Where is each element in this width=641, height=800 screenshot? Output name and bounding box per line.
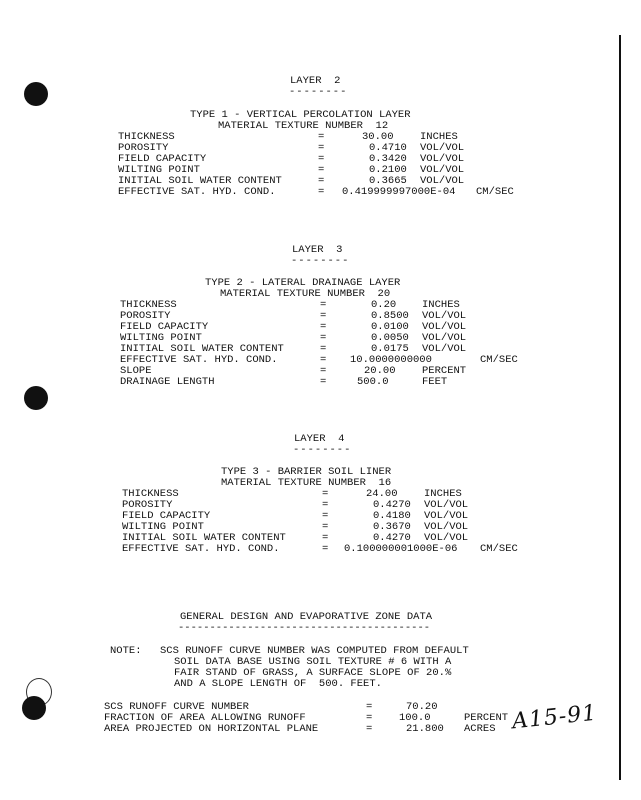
row-equals: = (318, 164, 325, 176)
row-value: 0.4270 (373, 499, 411, 511)
row-equals: = (366, 712, 373, 724)
row-value: 0.20 (371, 299, 397, 311)
row-unit: INCHES (420, 131, 458, 143)
row-equals: = (318, 175, 325, 187)
layer3-material: MATERIAL TEXTURE NUMBER 20 (220, 288, 391, 300)
row-label: SLOPE (120, 365, 152, 377)
row-equals: = (366, 701, 373, 713)
layer3-type: TYPE 2 - LATERAL DRAINAGE LAYER (205, 277, 401, 289)
row-unit: INCHES (424, 488, 462, 500)
row-label: POROSITY (120, 310, 171, 322)
row-value: 0.4180 (373, 510, 411, 522)
layer4-heading-underline: -------- (293, 444, 352, 456)
layer4-material: MATERIAL TEXTURE NUMBER 16 (221, 477, 392, 489)
row-value: 0.419999997000E-04 (342, 186, 456, 198)
row-equals: = (322, 499, 329, 511)
row-value: 20.00 (364, 365, 396, 377)
row-label: SCS RUNOFF CURVE NUMBER (104, 701, 249, 713)
row-equals: = (322, 532, 329, 544)
row-value: 0.3420 (369, 153, 407, 165)
row-equals: = (366, 723, 373, 735)
row-label: EFFECTIVE SAT. HYD. COND. (120, 354, 278, 366)
layer4-heading: LAYER 4 (294, 433, 345, 445)
row-label: AREA PROJECTED ON HORIZONTAL PLANE (104, 723, 319, 735)
row-value: 500.0 (357, 376, 389, 388)
row-unit: VOL/VOL (422, 332, 467, 344)
row-value: 0.2100 (369, 164, 407, 176)
row-unit: VOL/VOL (420, 153, 465, 165)
row-equals: = (320, 343, 327, 355)
row-label: EFFECTIVE SAT. HYD. COND. (118, 186, 276, 198)
row-equals: = (320, 376, 327, 388)
row-label: THICKNESS (118, 131, 175, 143)
row-unit: VOL/VOL (424, 499, 469, 511)
row-unit: FEET (422, 376, 448, 388)
row-value: 21.800 (406, 723, 444, 735)
layer2-material: MATERIAL TEXTURE NUMBER 12 (218, 120, 389, 132)
row-label: POROSITY (118, 142, 169, 154)
row-equals: = (320, 299, 327, 311)
row-value: 0.4270 (373, 532, 411, 544)
row-unit: VOL/VOL (424, 521, 469, 533)
row-equals: = (318, 153, 325, 165)
handwritten-page-mark: A15-91 (510, 700, 599, 735)
row-equals: = (320, 332, 327, 344)
row-label: WILTING POINT (122, 521, 204, 533)
punch-hole-middle (24, 386, 48, 410)
punch-hole-top (24, 82, 48, 106)
row-label: INITIAL SOIL WATER CONTENT (122, 532, 286, 544)
row-equals: = (320, 354, 327, 366)
layer3-heading-underline: -------- (291, 255, 350, 267)
row-equals: = (322, 521, 329, 533)
row-equals: = (320, 365, 327, 377)
row-value: 70.20 (406, 701, 438, 713)
row-equals: = (322, 510, 329, 522)
row-unit: VOL/VOL (424, 532, 469, 544)
row-label: INITIAL SOIL WATER CONTENT (120, 343, 284, 355)
row-value: 100.0 (399, 712, 431, 724)
row-unit: CM/SEC (476, 186, 514, 198)
row-value: 0.4710 (369, 142, 407, 154)
row-label: EFFECTIVE SAT. HYD. COND. (122, 543, 280, 555)
row-equals: = (322, 488, 329, 500)
general-heading: GENERAL DESIGN AND EVAPORATIVE ZONE DATA (180, 611, 433, 623)
row-equals: = (320, 310, 327, 322)
row-equals: = (320, 321, 327, 333)
row-value: 10.0000000000 (350, 354, 432, 366)
row-label: DRAINAGE LENGTH (120, 376, 215, 388)
row-value: 0.100000001000E-06 (344, 543, 458, 555)
row-label: FRACTION OF AREA ALLOWING RUNOFF (104, 712, 306, 724)
row-unit: VOL/VOL (422, 343, 467, 355)
row-label: FIELD CAPACITY (120, 321, 209, 333)
general-heading-underline: ---------------------------------------- (178, 622, 431, 634)
row-equals: = (318, 142, 325, 154)
table-row (0, 377, 641, 389)
layer2-heading-underline: -------- (289, 86, 348, 98)
row-label: FIELD CAPACITY (118, 153, 207, 165)
row-unit: PERCENT (422, 365, 467, 377)
table-row (0, 187, 641, 199)
row-label: FIELD CAPACITY (122, 510, 211, 522)
row-label: POROSITY (122, 499, 173, 511)
row-label: WILTING POINT (118, 164, 200, 176)
row-unit: VOL/VOL (420, 164, 465, 176)
row-unit: VOL/VOL (424, 510, 469, 522)
note-line: FAIR STAND OF GRASS, A SURFACE SLOPE OF 20.% (174, 667, 452, 679)
layer2-type: TYPE 1 - VERTICAL PERCOLATION LAYER (190, 109, 411, 121)
row-unit: VOL/VOL (420, 142, 465, 154)
row-value: 0.3665 (369, 175, 407, 187)
row-equals: = (322, 543, 329, 555)
row-unit: VOL/VOL (422, 321, 467, 333)
row-value: 0.0100 (371, 321, 409, 333)
row-label: INITIAL SOIL WATER CONTENT (118, 175, 282, 187)
row-value: 0.8500 (371, 310, 409, 322)
row-equals: = (318, 186, 325, 198)
row-value: 0.0175 (371, 343, 409, 355)
row-equals: = (318, 131, 325, 143)
row-value: 30.00 (362, 131, 394, 143)
layer4-type: TYPE 3 - BARRIER SOIL LINER (221, 466, 392, 478)
note-line: AND A SLOPE LENGTH OF 500. FEET. (174, 678, 382, 690)
row-unit: PERCENT (464, 712, 509, 724)
row-value: 0.3670 (373, 521, 411, 533)
row-unit: VOL/VOL (420, 175, 465, 187)
row-unit: INCHES (422, 299, 460, 311)
layer3-heading: LAYER 3 (292, 244, 343, 256)
note-line: SCS RUNOFF CURVE NUMBER WAS COMPUTED FROM DEFAULT (160, 645, 469, 657)
note-label: NOTE: (110, 645, 142, 657)
table-row (0, 544, 641, 556)
row-unit: VOL/VOL (422, 310, 467, 322)
row-unit: CM/SEC (480, 543, 518, 555)
row-label: THICKNESS (120, 299, 177, 311)
row-unit: ACRES (464, 723, 496, 735)
row-value: 24.00 (366, 488, 398, 500)
row-value: 0.0050 (371, 332, 409, 344)
layer2-heading: LAYER 2 (290, 75, 341, 87)
row-label: WILTING POINT (120, 332, 202, 344)
note-line: SOIL DATA BASE USING SOIL TEXTURE # 6 WITH A (174, 656, 452, 668)
row-label: THICKNESS (122, 488, 179, 500)
row-unit: CM/SEC (480, 354, 518, 366)
